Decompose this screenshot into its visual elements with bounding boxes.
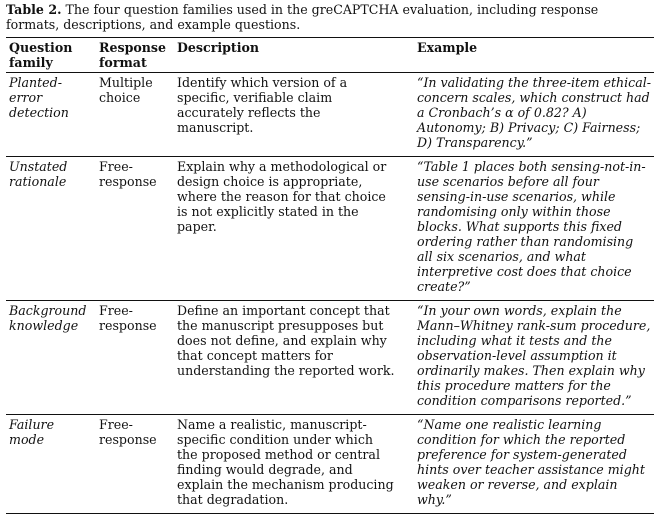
table-caption-label: Table 2. xyxy=(6,2,62,17)
table-row xyxy=(6,415,654,514)
table-row xyxy=(6,73,654,157)
cell-description: Name a realistic, manuscript-specific condition under which the proposed method or central finding would degrade, and explain the mechanism producing that degradation. xyxy=(177,417,394,507)
table-caption xyxy=(6,2,654,32)
cell-family: Planted-error detection xyxy=(9,75,69,120)
cell-family: Failure mode xyxy=(9,417,55,447)
cell-family: Unstated rationale xyxy=(9,159,68,189)
cell-description: Identify which version of a specific, verifiable claim accurately reflects the manuscript. xyxy=(177,75,348,135)
table-row xyxy=(6,301,654,415)
header-example: Example xyxy=(417,40,478,55)
header-response-format: Response format xyxy=(99,40,167,70)
cell-example: “Name one realistic learning condition for which the reported preference for system-generated hints over teacher assistance might weaken or reverse, and explain why.” xyxy=(417,417,645,507)
cell-format: Free-response xyxy=(99,303,157,333)
question-families-table xyxy=(6,37,654,514)
cell-format: Free-response xyxy=(99,417,157,447)
table-header-row xyxy=(6,38,654,73)
table-caption-text: The four question families used in the greCAPTCHA evaluation, including response formats, descriptions, and example questions. xyxy=(6,2,599,32)
header-question-family: Question family xyxy=(9,40,73,70)
table-row xyxy=(6,157,654,301)
cell-description: Define an important concept that the manuscript presupposes but does not define, and explain why that concept matters for understanding the reported work. xyxy=(177,303,395,378)
header-description: Description xyxy=(177,40,260,55)
cell-format: Multiple choice xyxy=(99,75,153,105)
cell-family: Background knowledge xyxy=(9,303,87,333)
cell-format: Free-response xyxy=(99,159,157,189)
cell-example: “Table 1 places both sensing-not-in-use scenarios before all four sensing-in-use scenarios, while randomising only within those blocks. What supports this fixed ordering rather than randomising all six scenarios, and what interpretive cost does that choice create?” xyxy=(417,159,646,294)
cell-example: “In your own words, explain the Mann–Whitney rank-sum procedure, including what it tests and the observation-level assumption it ordinarily makes. Then explain why this procedure matters for the condition comparisons reported.” xyxy=(417,303,651,408)
cell-description: Explain why a methodological or design choice is appropriate, where the reason for that choice is not explicitly stated in the paper. xyxy=(177,159,387,234)
cell-example: “In validating the three-item ethical-concern scales, which construct had a Cronbach’s α of 0.82? A) Autonomy; B) Privacy; C) Fairness; D) Transparency.” xyxy=(417,75,652,150)
